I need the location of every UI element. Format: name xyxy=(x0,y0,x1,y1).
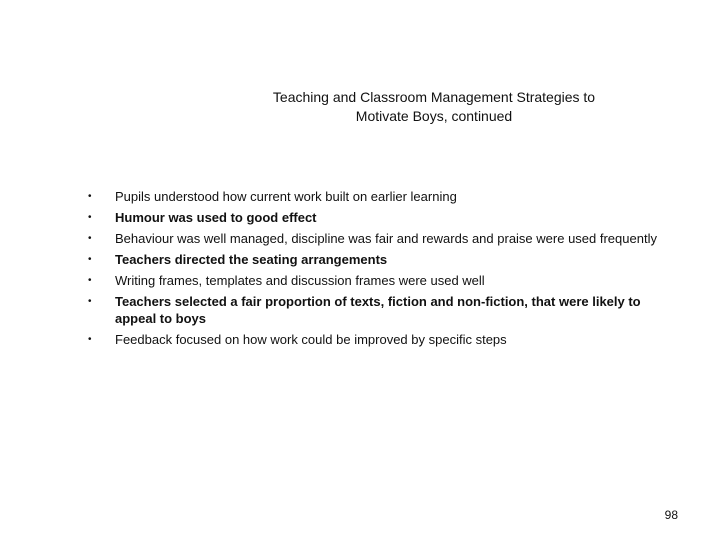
bullet-icon: • xyxy=(88,275,92,286)
bullet-text: Humour was used to good effect xyxy=(115,210,317,225)
bullet-icon: • xyxy=(88,191,92,202)
bullet-icon: • xyxy=(88,233,92,244)
bullet-icon: • xyxy=(88,254,92,265)
bullet-text: Feedback focused on how work could be improved by specific steps xyxy=(115,332,507,347)
bullet-icon: • xyxy=(88,212,92,223)
bullet-item xyxy=(88,230,658,247)
bullet-item xyxy=(88,251,658,268)
bullet-text: Behaviour was well managed, discipline was fair and rewards and praise were used frequently xyxy=(115,231,657,246)
bullet-item xyxy=(88,188,658,205)
bullet-item xyxy=(88,272,658,289)
bullet-item xyxy=(88,209,658,226)
bullet-text: Writing frames, templates and discussion frames were used well xyxy=(115,273,485,288)
slide-title-line-1: Teaching and Classroom Management Strategies to xyxy=(272,89,596,105)
bullet-text: Pupils understood how current work built on earlier learning xyxy=(115,189,457,204)
slide-title xyxy=(240,88,628,126)
bullet-list xyxy=(88,188,658,352)
page-number: 98 xyxy=(664,508,678,522)
bullet-text: Teachers selected a fair proportion of texts, fiction and non-fiction, that were likely to appeal to boys xyxy=(115,294,641,326)
bullet-item xyxy=(88,331,658,348)
slide-title-line-2: Motivate Boys, continued xyxy=(355,108,513,124)
bullet-text: Teachers directed the seating arrangements xyxy=(115,252,388,267)
bullet-icon: • xyxy=(88,334,92,345)
bullet-icon: • xyxy=(88,296,92,307)
bullet-item xyxy=(88,293,658,327)
